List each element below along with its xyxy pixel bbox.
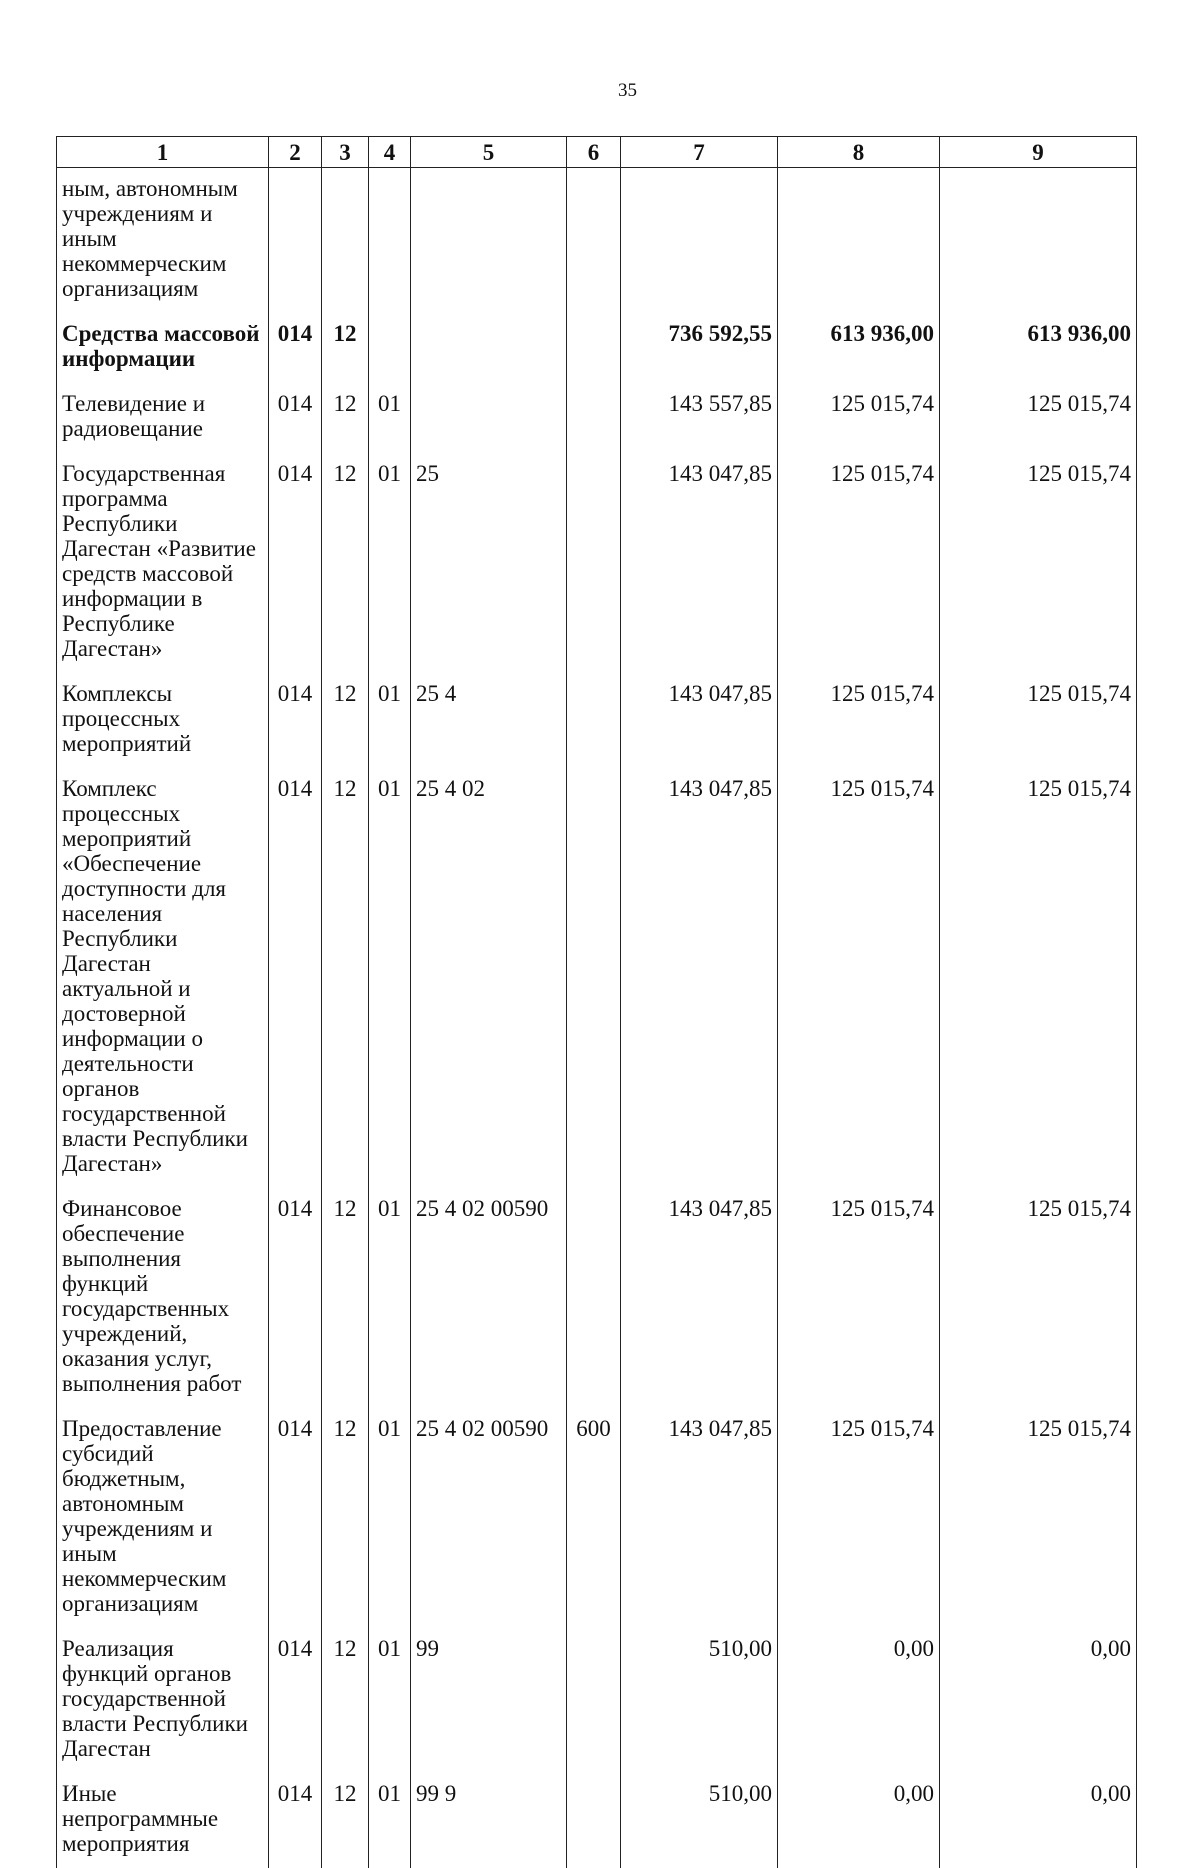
cell-section-code: 014 — [269, 1628, 322, 1773]
cell-subdivision-code: 01 — [369, 383, 411, 453]
cell-expense-type — [567, 383, 621, 453]
table-row — [57, 1773, 1137, 1868]
cell-section-code: 014 — [269, 768, 322, 1188]
cell-division-code: 12 — [322, 453, 369, 673]
page-number: 35 — [0, 80, 1200, 102]
cell-subdivision-code — [369, 313, 411, 383]
cell-section-code: 014 — [269, 1773, 322, 1868]
cell-amount-9: 125 015,74 — [940, 1408, 1137, 1628]
cell-amount-7: 143 047,85 — [621, 768, 778, 1188]
cell-section-code: 014 — [269, 453, 322, 673]
col-header-9: 9 — [940, 137, 1137, 168]
cell-subdivision-code: 01 — [369, 768, 411, 1188]
table-row — [57, 673, 1137, 768]
cell-section-code: 014 — [269, 313, 322, 383]
header-row — [57, 137, 1137, 168]
cell-amount-7: 143 047,85 — [621, 453, 778, 673]
row-name: Предоставление субсидий бюджетным, автономным учреждениям и иным некоммерческим организациям — [57, 1408, 269, 1628]
cell-amount-7: 510,00 — [621, 1773, 778, 1868]
cell-expense-type: 600 — [567, 1408, 621, 1628]
cell-amount-9: 125 015,74 — [940, 453, 1137, 673]
cell-subdivision-code: 01 — [369, 453, 411, 673]
table-row — [57, 1408, 1137, 1628]
table-row — [57, 313, 1137, 383]
cell-subdivision-code: 01 — [369, 673, 411, 768]
cell-subdivision-code: 01 — [369, 1773, 411, 1868]
cell-target-article — [411, 168, 567, 314]
table-row — [57, 453, 1137, 673]
col-header-8: 8 — [778, 137, 940, 168]
cell-amount-7: 143 047,85 — [621, 673, 778, 768]
row-name: Реализация функций органов государственной власти Республики Дагестан — [57, 1628, 269, 1773]
cell-amount-9: 125 015,74 — [940, 1188, 1137, 1408]
row-name: Комплексы процессных мероприятий — [57, 673, 269, 768]
cell-amount-7: 510,00 — [621, 1628, 778, 1773]
col-header-2: 2 — [269, 137, 322, 168]
cell-division-code: 12 — [322, 1408, 369, 1628]
budget-table — [56, 136, 1137, 1868]
cell-section-code: 014 — [269, 1188, 322, 1408]
cell-amount-9: 613 936,00 — [940, 313, 1137, 383]
cell-division-code: 12 — [322, 768, 369, 1188]
row-name: Комплекс процессных мероприятий «Обеспечение доступности для населения Республики Дагестан актуальной и достоверной информации о деятельности органов государственной власти Республики Дагестан» — [57, 768, 269, 1188]
cell-amount-8 — [778, 168, 940, 314]
table-row — [57, 1188, 1137, 1408]
cell-target-article: 25 4 — [411, 673, 567, 768]
cell-division-code: 12 — [322, 383, 369, 453]
cell-amount-8: 613 936,00 — [778, 313, 940, 383]
cell-amount-7: 143 047,85 — [621, 1188, 778, 1408]
cell-amount-7: 143 557,85 — [621, 383, 778, 453]
cell-expense-type — [567, 313, 621, 383]
cell-target-article: 25 4 02 — [411, 768, 567, 1188]
cell-expense-type — [567, 768, 621, 1188]
cell-expense-type — [567, 673, 621, 768]
cell-amount-8: 0,00 — [778, 1628, 940, 1773]
cell-section-code — [269, 168, 322, 314]
cell-section-code: 014 — [269, 383, 322, 453]
table-row — [57, 1628, 1137, 1773]
cell-amount-8: 125 015,74 — [778, 383, 940, 453]
cell-amount-8: 125 015,74 — [778, 1188, 940, 1408]
cell-target-article: 25 — [411, 453, 567, 673]
col-header-3: 3 — [322, 137, 369, 168]
cell-expense-type — [567, 168, 621, 314]
cell-amount-8: 0,00 — [778, 1773, 940, 1868]
col-header-1: 1 — [57, 137, 269, 168]
cell-amount-9: 0,00 — [940, 1773, 1137, 1868]
table-row — [57, 383, 1137, 453]
row-name: Финансовое обеспечение выполнения функций государственных учреждений, оказания услуг, выполнения работ — [57, 1188, 269, 1408]
cell-section-code: 014 — [269, 1408, 322, 1628]
cell-amount-9: 125 015,74 — [940, 673, 1137, 768]
col-header-7: 7 — [621, 137, 778, 168]
row-name: Иные непрограммные мероприятия — [57, 1773, 269, 1868]
cell-amount-9: 125 015,74 — [940, 768, 1137, 1188]
col-header-5: 5 — [411, 137, 567, 168]
cell-amount-8: 125 015,74 — [778, 1408, 940, 1628]
cell-amount-7: 143 047,85 — [621, 1408, 778, 1628]
table-row — [57, 768, 1137, 1188]
cell-section-code: 014 — [269, 673, 322, 768]
table-row — [57, 168, 1137, 314]
row-name: ным, автономным учреждениям и иным некоммерческим организациям — [57, 168, 269, 314]
cell-expense-type — [567, 1188, 621, 1408]
cell-amount-8: 125 015,74 — [778, 673, 940, 768]
cell-expense-type — [567, 1628, 621, 1773]
cell-target-article: 25 4 02 00590 — [411, 1408, 567, 1628]
cell-division-code: 12 — [322, 1773, 369, 1868]
cell-target-article — [411, 313, 567, 383]
cell-amount-9: 125 015,74 — [940, 383, 1137, 453]
cell-subdivision-code — [369, 168, 411, 314]
cell-division-code — [322, 168, 369, 314]
cell-amount-9 — [940, 168, 1137, 314]
col-header-6: 6 — [567, 137, 621, 168]
cell-target-article: 99 9 — [411, 1773, 567, 1868]
cell-subdivision-code: 01 — [369, 1408, 411, 1628]
row-name: Средства массовой информации — [57, 313, 269, 383]
row-name: Государственная программа Республики Дагестан «Развитие средств массовой информации в Республике Дагестан» — [57, 453, 269, 673]
cell-amount-7: 736 592,55 — [621, 313, 778, 383]
cell-division-code: 12 — [322, 1628, 369, 1773]
cell-division-code: 12 — [322, 313, 369, 383]
cell-expense-type — [567, 1773, 621, 1868]
table-body — [57, 168, 1137, 1868]
cell-amount-7 — [621, 168, 778, 314]
cell-subdivision-code: 01 — [369, 1188, 411, 1408]
cell-expense-type — [567, 453, 621, 673]
cell-target-article: 99 — [411, 1628, 567, 1773]
cell-amount-9: 0,00 — [940, 1628, 1137, 1773]
cell-target-article: 25 4 02 00590 — [411, 1188, 567, 1408]
row-name: Телевидение и радиовещание — [57, 383, 269, 453]
cell-division-code: 12 — [322, 1188, 369, 1408]
col-header-4: 4 — [369, 137, 411, 168]
cell-target-article — [411, 383, 567, 453]
cell-amount-8: 125 015,74 — [778, 453, 940, 673]
cell-division-code: 12 — [322, 673, 369, 768]
cell-subdivision-code: 01 — [369, 1628, 411, 1773]
cell-amount-8: 125 015,74 — [778, 768, 940, 1188]
